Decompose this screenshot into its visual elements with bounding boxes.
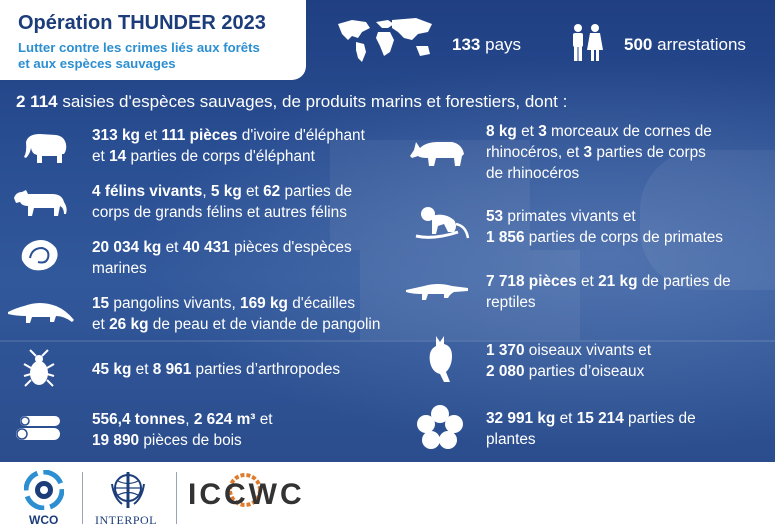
arrests-stat bbox=[624, 35, 746, 55]
value-live-cats: 4 félins vivants bbox=[92, 183, 203, 200]
value-plant-kg: 32 991 kg bbox=[486, 410, 556, 427]
item-bois-line-2 bbox=[92, 430, 273, 451]
hibiscus-icon bbox=[416, 404, 464, 450]
crocodile-icon bbox=[404, 280, 470, 302]
arrests-value: 500 bbox=[624, 35, 653, 54]
text-parts-of: de parties de bbox=[637, 273, 731, 290]
value-cat-kg: 5 kg bbox=[210, 183, 242, 200]
text-rhino-and: rhinocéros, et bbox=[486, 144, 584, 161]
item-bois bbox=[92, 409, 273, 451]
logs-icon bbox=[12, 412, 64, 444]
seashell-icon bbox=[18, 238, 60, 272]
value-live-birds: 1 370 bbox=[486, 342, 525, 359]
footer-divider bbox=[176, 472, 177, 524]
value-marine-pieces: 40 431 bbox=[182, 239, 230, 256]
value-timber-pieces: 19 890 bbox=[92, 432, 140, 449]
iccwc-label: ICCWC bbox=[188, 478, 305, 511]
text-and: et bbox=[241, 183, 264, 200]
text-primate-parts: parties de corps de primates bbox=[524, 229, 723, 246]
headline-text: saisies d'espèces sauvages, de produits marins et forestiers, dont : bbox=[62, 92, 568, 111]
value-reptile-kg: 21 kg bbox=[598, 273, 638, 290]
value-arthropod-parts: 8 961 bbox=[152, 361, 192, 378]
item-plante-line-2: plantes bbox=[486, 431, 536, 448]
page-subtitle bbox=[18, 40, 298, 72]
text-parts-of: parties de bbox=[280, 183, 353, 200]
beetle-icon bbox=[22, 348, 56, 388]
value-elephant-parts: 14 bbox=[109, 148, 127, 165]
text-and: et bbox=[255, 411, 273, 428]
cockatoo-icon bbox=[424, 334, 458, 384]
text-live-pangolins: pangolins vivants, bbox=[109, 295, 241, 312]
text-and: et bbox=[576, 273, 599, 290]
value-reptile-pieces: 7 718 pièces bbox=[486, 273, 577, 290]
item-marine bbox=[92, 237, 352, 279]
text-and: et bbox=[92, 316, 110, 333]
item-rhino-line-1 bbox=[486, 121, 712, 142]
item-oiseau-line-1 bbox=[486, 340, 651, 361]
text-horn-pieces: morceaux de cornes de bbox=[546, 123, 712, 140]
text-comma: , bbox=[185, 411, 194, 428]
text-comma: , bbox=[202, 183, 211, 200]
item-pangolin bbox=[92, 293, 380, 335]
item-marine-line-2: marines bbox=[92, 260, 147, 277]
title-box bbox=[0, 0, 306, 80]
item-felin bbox=[92, 181, 352, 223]
interpol-emblem-icon bbox=[108, 470, 148, 510]
text-marine-pieces: pièces d'espèces bbox=[229, 239, 352, 256]
subtitle-line-1: Lutter contre les crimes liés aux forêts bbox=[18, 40, 260, 55]
item-elephant-line-1 bbox=[92, 125, 365, 146]
rhino-icon bbox=[408, 136, 466, 168]
pangolin-icon bbox=[6, 298, 76, 324]
item-primate-line-1 bbox=[486, 206, 723, 227]
value-rhino-parts: 3 bbox=[583, 144, 593, 161]
text-arthropod-parts: parties d’arthropodes bbox=[191, 361, 341, 378]
text-ivory: d'ivoire d'éléphant bbox=[237, 127, 365, 144]
item-pangolin-line-1 bbox=[92, 293, 380, 314]
text-elephant-parts: parties de corps d'éléphant bbox=[126, 148, 315, 165]
item-reptile-line-2: reptiles bbox=[486, 294, 536, 311]
item-arthropode bbox=[92, 359, 340, 380]
item-plante-line-1 bbox=[486, 408, 696, 429]
item-rhino-line-2 bbox=[486, 142, 712, 163]
text-and: et bbox=[161, 239, 183, 256]
item-bois-line-1 bbox=[92, 409, 273, 430]
value-timber-tonnes: 556,4 tonnes bbox=[92, 411, 186, 428]
value-arthropod-kg: 45 kg bbox=[92, 361, 132, 378]
value-horn-pieces: 3 bbox=[538, 123, 547, 140]
value-marine-kg: 20 034 kg bbox=[92, 239, 162, 256]
item-oiseau-line-2 bbox=[486, 361, 651, 382]
text-live-birds: oiseaux vivants et bbox=[524, 342, 652, 359]
subtitle-line-2: et aux espèces sauvages bbox=[18, 56, 176, 71]
item-reptile-line-1 bbox=[486, 271, 731, 292]
value-live-primates: 53 bbox=[486, 208, 504, 225]
value-ivory-pieces: 111 pièces bbox=[161, 127, 238, 144]
value-cat-parts: 62 bbox=[263, 183, 281, 200]
item-rhino bbox=[486, 121, 712, 184]
item-pangolin-line-2 bbox=[92, 314, 380, 335]
value-horn-kg: 8 kg bbox=[486, 123, 517, 140]
item-arthropode-line-1 bbox=[92, 359, 340, 380]
headline bbox=[16, 92, 567, 112]
item-primate bbox=[486, 206, 723, 248]
countries-label: pays bbox=[485, 35, 522, 54]
value-skin-kg: 26 kg bbox=[109, 316, 149, 333]
arrests-label: arrestations bbox=[657, 35, 746, 54]
text-and: et bbox=[555, 410, 577, 427]
countries-value: 133 bbox=[452, 35, 481, 54]
text-and: et bbox=[139, 127, 162, 144]
text-scales: d'écailles bbox=[287, 295, 356, 312]
item-reptile bbox=[486, 271, 731, 313]
value-primate-parts: 1 856 bbox=[486, 229, 525, 246]
page-title: Opération THUNDER 2023 bbox=[18, 12, 266, 34]
item-oiseau bbox=[486, 340, 651, 382]
value-timber-m3: 2 624 m³ bbox=[193, 411, 256, 428]
item-rhino-line-3: de rhinocéros bbox=[486, 165, 580, 182]
item-elephant bbox=[92, 125, 365, 167]
value-plant-parts: 15 214 bbox=[576, 410, 624, 427]
interpol-label: INTERPOL bbox=[95, 513, 157, 527]
value-scales-kg: 169 kg bbox=[240, 295, 288, 312]
people-icon bbox=[570, 24, 604, 62]
item-felin-line-1 bbox=[92, 181, 352, 202]
text-bird-parts: parties d’oiseaux bbox=[524, 363, 645, 380]
elephant-icon bbox=[22, 132, 68, 164]
item-marine-line-1 bbox=[92, 237, 352, 258]
big-cat-icon bbox=[12, 186, 68, 218]
countries-stat bbox=[452, 35, 521, 55]
text-parts-of: parties de bbox=[623, 410, 696, 427]
item-elephant-line-2 bbox=[92, 146, 365, 167]
headline-value: 2 114 bbox=[16, 92, 58, 111]
text-skin-meat: de peau et de viande de pangolin bbox=[148, 316, 381, 333]
value-ivory-kg: 313 kg bbox=[92, 127, 140, 144]
text-and: et bbox=[92, 148, 110, 165]
world-map-icon bbox=[332, 16, 438, 66]
item-primate-line-2 bbox=[486, 227, 723, 248]
wco-logo-icon bbox=[24, 470, 64, 510]
text-timber-pieces: pièces de bois bbox=[139, 432, 242, 449]
text-and: et bbox=[516, 123, 539, 140]
wco-label: WCO bbox=[29, 513, 59, 527]
value-bird-parts: 2 080 bbox=[486, 363, 525, 380]
text-body-parts: parties de corps bbox=[592, 144, 706, 161]
monkey-icon bbox=[414, 204, 472, 246]
text-live-primates: primates vivants et bbox=[503, 208, 636, 225]
item-felin-line-2: corps de grands félins et autres félins bbox=[92, 204, 347, 221]
text-and: et bbox=[131, 361, 153, 378]
footer-divider bbox=[82, 472, 83, 524]
bg-runway-line bbox=[0, 340, 775, 342]
item-plante bbox=[486, 408, 696, 450]
value-live-pangolins: 15 bbox=[92, 295, 110, 312]
